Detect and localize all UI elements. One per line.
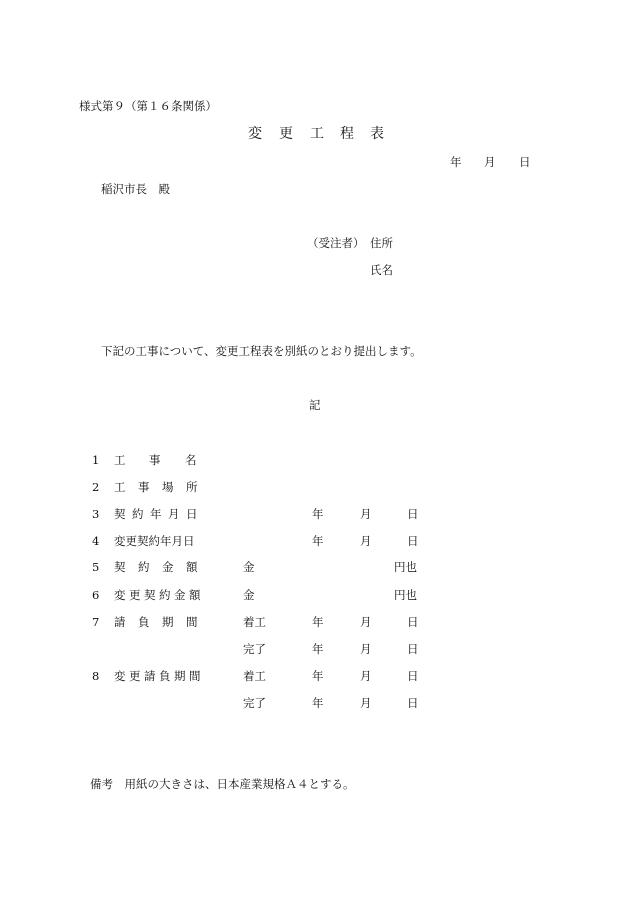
item-label-char: 間 [189,669,201,683]
title-char: 表 [370,126,384,142]
ki-heading: 記 [309,398,321,412]
item-year: 年 [312,642,324,656]
item-label-char: 月 [168,507,180,521]
item-label-char: 契 [144,588,156,602]
addressee: 稲沢市長 殿 [101,182,170,196]
item-label-char: 更 [129,588,141,602]
item-label-char: 期 [174,669,186,683]
item-row-4 [0,534,630,548]
item-label-char: 場 [162,480,174,494]
item-label-char: 名 [185,453,197,467]
date-month: 月 [484,155,496,169]
item-label-char: 契 [114,507,126,521]
item-row-7 [0,615,630,629]
contractor-role: （受注者） [307,236,365,250]
item-month: 月 [360,642,372,656]
title-char: 工 [310,126,324,142]
item-year: 年 [312,507,324,521]
item-label-char: 年 [150,507,162,521]
item-year: 年 [312,696,324,710]
item-label-char: 約 [138,560,150,574]
item-amount-suffix: 円也 [394,560,417,574]
item-month: 月 [360,615,372,629]
item-start-label: 着工 [243,669,266,683]
item-amount-suffix: 円也 [394,588,417,602]
form-number: 様式第９（第１６条関係） [79,99,217,113]
item-row-5 [0,560,630,574]
item-month: 月 [360,669,372,683]
item-row-3 [0,507,630,521]
item-label-char: 事 [149,453,161,467]
item-number: 3 [92,507,100,521]
date-day: 日 [519,155,531,169]
item-label-char: 変 [114,669,126,683]
item-day: 日 [407,507,419,521]
item-label-char: 約 [159,588,171,602]
item-label-char: 更 [129,669,141,683]
item-number: 1 [92,453,100,467]
item-row-7-end [0,642,630,656]
item-label-char: 期 [162,615,174,629]
item-label-char: 請 [144,669,156,683]
item-label-char: 金 [174,588,186,602]
item-label-char: 約 [132,507,144,521]
item-year: 年 [312,669,324,683]
note: 備考 用紙の大きさは、日本産業規格Ａ４とする。 [90,777,355,791]
item-row-8 [0,669,630,683]
item-number: 2 [92,480,100,494]
item-row-8-end [0,696,630,710]
item-label-char: 工 [114,480,126,494]
item-label-char: 負 [138,615,150,629]
item-number: 4 [92,534,100,548]
item-day: 日 [407,696,419,710]
item-end-label: 完了 [243,642,266,656]
item-label-char: 負 [159,669,171,683]
item-label-char: 変 [114,588,126,602]
item-start-label: 着工 [243,615,266,629]
statement: 下記の工事について、変更工程表を別紙のとおり提出します。 [101,344,422,358]
item-number: 6 [92,588,100,602]
item-number: 5 [92,560,100,574]
item-number: 7 [92,615,100,629]
title-char: 程 [340,126,354,142]
item-month: 月 [360,534,372,548]
item-label-char: 請 [114,615,126,629]
contractor-address-label: 住所 [370,236,393,250]
item-label-char: 額 [186,560,198,574]
title-char: 更 [279,126,293,142]
item-number: 8 [92,669,100,683]
item-row-2 [0,480,630,494]
item-row-6 [0,588,630,602]
item-label-char: 日 [186,507,198,521]
item-end-label: 完了 [243,696,266,710]
item-label-char: 額 [189,588,201,602]
item-label: 変更契約年月日 [114,534,195,548]
item-day: 日 [407,615,419,629]
item-label-char: 所 [186,480,198,494]
item-amount-prefix: 金 [243,560,255,574]
date-year: 年 [450,155,462,169]
item-day: 日 [407,534,419,548]
item-year: 年 [312,534,324,548]
item-label-char: 工 [114,453,126,467]
item-label-char: 金 [162,560,174,574]
item-label-char: 契 [114,560,126,574]
item-amount-prefix: 金 [243,588,255,602]
item-day: 日 [407,669,419,683]
item-month: 月 [360,696,372,710]
contractor-name-label: 氏名 [370,263,393,277]
item-day: 日 [407,642,419,656]
item-row-1 [0,453,630,467]
item-month: 月 [360,507,372,521]
item-label-char: 間 [186,615,198,629]
item-label-char: 事 [138,480,150,494]
title-char: 変 [248,126,262,142]
item-year: 年 [312,615,324,629]
